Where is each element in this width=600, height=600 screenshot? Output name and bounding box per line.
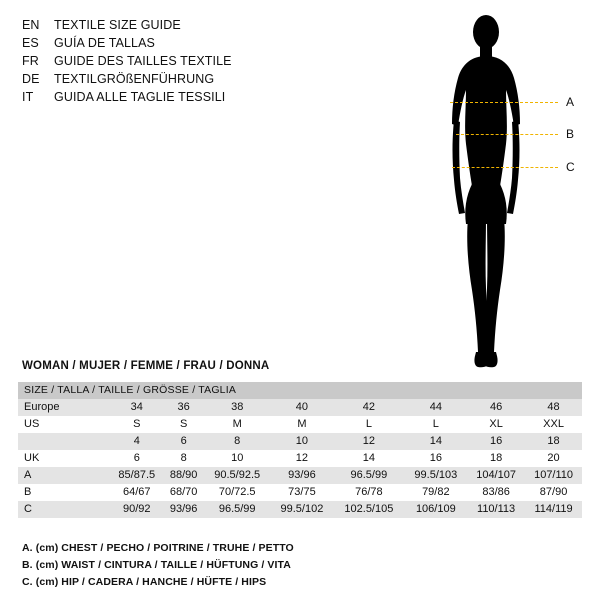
cell: 114/119 [525,501,582,518]
cell: 8 [204,433,271,450]
cell: 8 [164,450,204,467]
cell: XL [467,416,525,433]
cell: 73/75 [271,484,334,501]
language-text-es: GUÍA DE TALLAS [54,36,155,50]
cell: 14 [405,433,468,450]
cell: 70/72.5 [204,484,271,501]
cell: 12 [271,450,334,467]
language-code-es: ES [22,36,39,50]
cell: 12 [333,433,404,450]
cell: 16 [467,433,525,450]
language-text-en: TEXTILE SIZE GUIDE [54,18,181,32]
table-row [18,450,582,467]
cell: 4 [110,433,164,450]
cell: 34 [110,399,164,416]
row-label-a: A [18,467,110,484]
language-code-fr: FR [22,54,39,68]
language-text-it: GUIDA ALLE TAGLIE TESSILI [54,90,226,104]
cell: 102.5/105 [333,501,404,518]
language-row-it [22,88,322,106]
table-row [18,416,582,433]
language-code-en: EN [22,18,40,32]
cell: 40 [271,399,334,416]
table-row [18,399,582,416]
cell: 99.5/103 [405,467,468,484]
note-chest: A. (cm) CHEST / PECHO / POITRINE / TRUHE / PETTO [22,542,294,554]
size-table [18,382,582,518]
cell: M [271,416,334,433]
cell: 42 [333,399,404,416]
cell: 38 [204,399,271,416]
cell: 18 [467,450,525,467]
cell: 10 [204,450,271,467]
note-waist: B. (cm) WAIST / CINTURA / TAILLE / HÜFTUNG / VITA [22,559,291,571]
body-figure [418,8,588,378]
language-code-it: IT [22,90,34,104]
language-code-de: DE [22,72,40,86]
cell: 93/96 [164,501,204,518]
table-row [18,433,582,450]
guide-line-waist [456,134,558,135]
cell: 96.5/99 [204,501,271,518]
language-row-es [22,34,322,52]
cell: S [164,416,204,433]
cell: 20 [525,450,582,467]
cell: 44 [405,399,468,416]
row-label-b: B [18,484,110,501]
language-text-fr: GUIDE DES TAILLES TEXTILE [54,54,232,68]
cell: 6 [110,450,164,467]
cell: L [333,416,404,433]
cell: 36 [164,399,204,416]
cell: M [204,416,271,433]
row-label-us-numeric [18,433,110,450]
cell: 14 [333,450,404,467]
guide-label-a: A [566,95,575,109]
cell: 46 [467,399,525,416]
cell: 88/90 [164,467,204,484]
cell: 110/113 [467,501,525,518]
cell: 6 [164,433,204,450]
row-label-c: C [18,501,110,518]
cell: 87/90 [525,484,582,501]
cell: 68/70 [164,484,204,501]
cell: 76/78 [333,484,404,501]
guide-line-chest [450,102,558,103]
guide-line-hip [452,167,558,168]
cell: 64/67 [110,484,164,501]
size-table-wrapper [18,382,582,518]
cell: 90.5/92.5 [204,467,271,484]
cell: 96.5/99 [333,467,404,484]
language-row-de [22,70,322,88]
cell: L [405,416,468,433]
table-row [18,501,582,518]
language-header-block [22,16,322,106]
guide-label-b: B [566,127,575,141]
cell: 83/86 [467,484,525,501]
woman-silhouette-icon [418,8,588,378]
table-row [18,484,582,501]
cell: 107/110 [525,467,582,484]
cell: 18 [525,433,582,450]
cell: 99.5/102 [271,501,334,518]
cell: 48 [525,399,582,416]
row-label-uk: UK [18,450,110,467]
guide-label-c: C [566,160,575,174]
row-label-us: US [18,416,110,433]
cell: 90/92 [110,501,164,518]
language-row-fr [22,52,322,70]
cell: 93/96 [271,467,334,484]
language-text-de: TEXTILGRÖßENFÜHRUNG [54,72,215,86]
cell: 106/109 [405,501,468,518]
cell: 10 [271,433,334,450]
cell: S [110,416,164,433]
row-label-europe: Europe [18,399,110,416]
section-title: WOMAN / MUJER / FEMME / FRAU / DONNA [22,360,270,372]
note-hip: C. (cm) HIP / CADERA / HANCHE / HÜFTE / HIPS [22,576,267,588]
table-row [18,467,582,484]
cell: XXL [525,416,582,433]
table-header-row [18,382,582,399]
language-row-en [22,16,322,34]
cell: 104/107 [467,467,525,484]
measurement-notes [22,540,492,591]
cell: 16 [405,450,468,467]
cell: 79/82 [405,484,468,501]
table-header-label: SIZE / TALLA / TAILLE / GRÖSSE / TAGLIA [24,384,237,396]
cell: 85/87.5 [110,467,164,484]
